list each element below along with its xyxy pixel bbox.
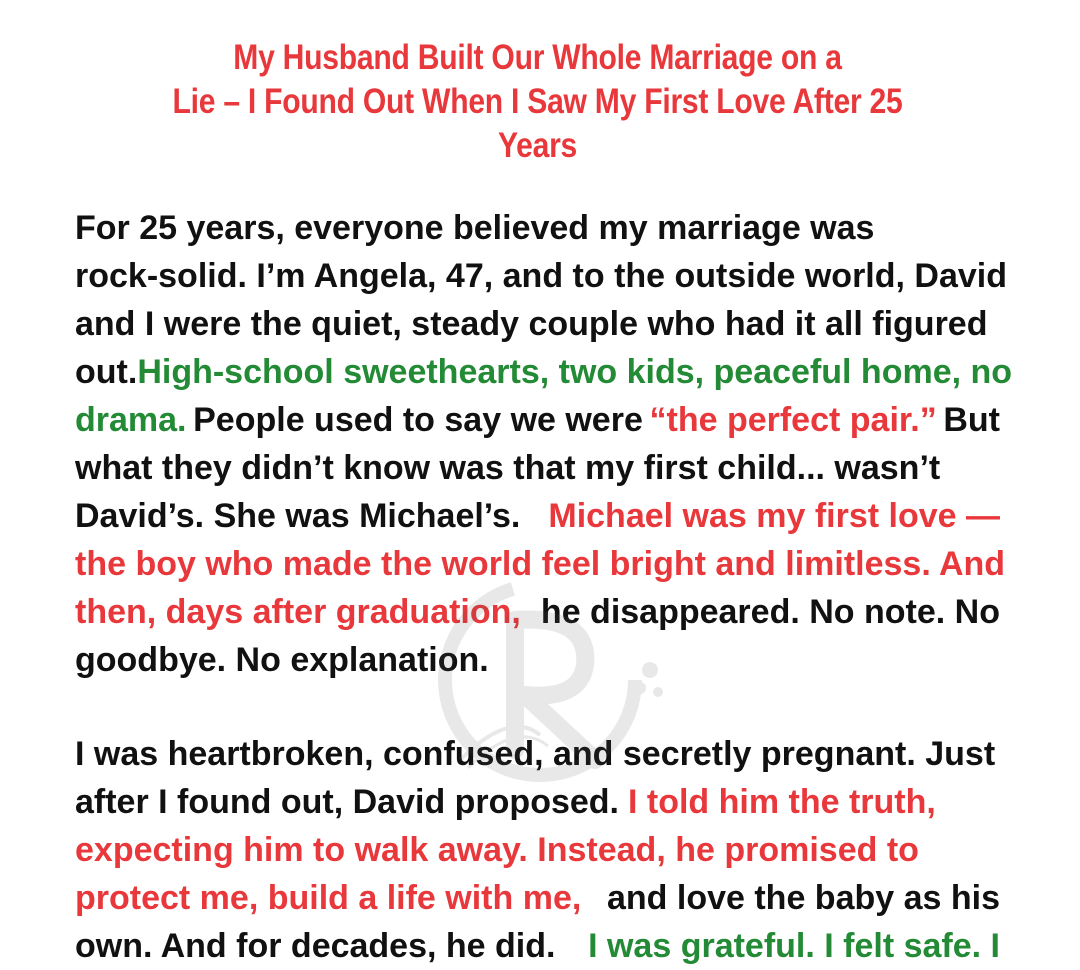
highlight-red-text: then, days after graduation, — [75, 593, 521, 631]
body-line — [75, 540, 1006, 588]
text-segment: People used to say we were — [193, 401, 643, 439]
body-line — [75, 730, 1000, 778]
text-segment: and love the baby as his — [606, 879, 1000, 917]
body-line — [75, 348, 1013, 396]
body-line — [75, 492, 1000, 540]
highlight-red-text: protect me, build a life with me, — [75, 879, 582, 917]
body-line — [75, 778, 1000, 826]
highlight-red-text: “the perfect pair.” — [649, 401, 937, 439]
text-segment: own. And for decades, he did. — [75, 927, 556, 965]
highlight-green-text: I was grateful. I felt safe. I — [588, 927, 1000, 965]
body-line — [75, 826, 1000, 874]
paragraph-break — [75, 684, 1000, 730]
text-segment: what they didn’t know was that my first child... wasn’t — [75, 449, 941, 487]
article-body — [75, 204, 1013, 970]
highlight-green-text: drama. — [75, 401, 187, 439]
title-line-1: My Husband Built Our Whole Marriage on a — [233, 38, 842, 77]
text-segment: I was heartbroken, confused, and secretly pregnant. Just — [75, 735, 996, 773]
body-line — [75, 636, 1000, 684]
text-segment: and I were the quiet, steady couple who had it all figured — [75, 305, 988, 343]
text-segment: out. — [75, 353, 138, 391]
text-segment: rock-solid. I’m Angela, 47, and to the outside world, David — [75, 257, 1007, 295]
body-line — [75, 922, 1000, 970]
text-segment: But — [943, 401, 1000, 439]
article-title — [140, 36, 936, 168]
highlight-green-text: High-school sweethearts, two kids, peaceful home, no — [137, 353, 1013, 391]
text-segment: he disappeared. No note. No — [540, 593, 1000, 631]
highlight-red-text: I told him the truth, — [628, 783, 936, 821]
title-line-2: Lie – I Found Out When I Saw My First Love After 25 — [172, 82, 903, 121]
body-line — [75, 204, 1000, 252]
text-segment: David’s. She was Michael’s. — [75, 497, 521, 535]
body-line — [75, 588, 1000, 636]
body-line — [75, 444, 1000, 492]
text-segment: For 25 years, everyone believed my marriage was — [75, 209, 875, 247]
text-segment: after I found out, David proposed. — [75, 783, 619, 821]
highlight-red-text: the boy who made the world feel bright and limitless. And — [75, 545, 1006, 583]
body-line — [75, 396, 1000, 444]
highlight-red-text: Michael was my first love — — [548, 497, 1000, 535]
body-line — [75, 300, 1000, 348]
article — [75, 36, 1013, 965]
text-segment: goodbye. No explanation. — [75, 641, 489, 679]
body-line — [75, 252, 1007, 300]
highlight-red-text: expecting him to walk away. Instead, he promised to — [75, 831, 919, 869]
body-line — [75, 874, 1000, 922]
title-line-3: Years — [497, 126, 578, 165]
